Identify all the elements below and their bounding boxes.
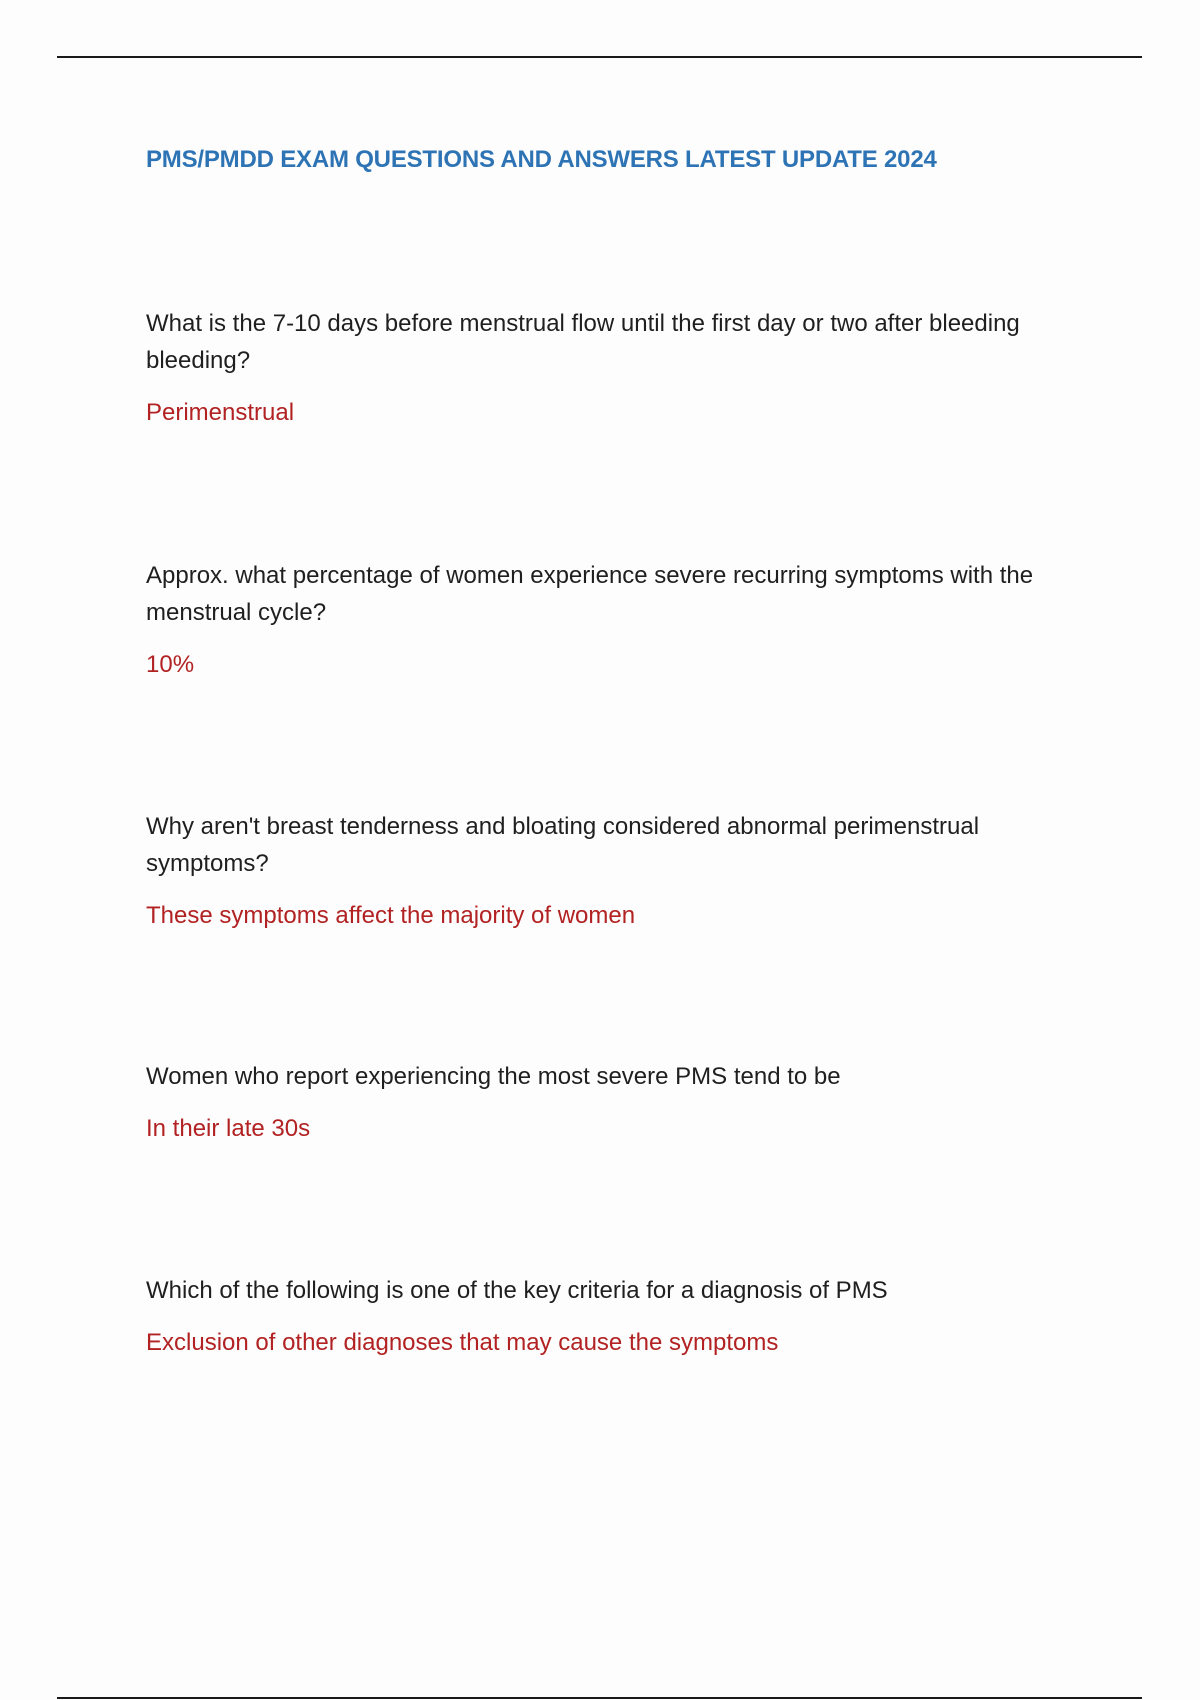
- question-text: What is the 7-10 days before menstrual flow until the first day or two after bleeding bleeding?: [146, 310, 1020, 374]
- qa-item-2: [146, 557, 1086, 683]
- qa-item-4: [146, 1058, 1086, 1147]
- qa-item-5: [146, 1272, 1086, 1361]
- answer-text: In their late 30s: [146, 1115, 311, 1142]
- qa-item-3: [146, 808, 1086, 934]
- question-text: Approx. what percentage of women experience severe recurring symptoms with the menstrual cycle?: [146, 562, 1034, 626]
- answer-text: Perimenstrual: [146, 399, 295, 426]
- document-title: PMS/PMDD EXAM QUESTIONS AND ANSWERS LATEST UPDATE 2024: [146, 146, 937, 173]
- question-text: Which of the following is one of the key criteria for a diagnosis of PMS: [146, 1277, 888, 1304]
- question-text: Why aren't breast tenderness and bloating considered abnormal perimenstrual symptoms?: [146, 813, 980, 877]
- question-text: Women who report experiencing the most severe PMS tend to be: [146, 1063, 841, 1090]
- header-rule: [57, 56, 1142, 58]
- answer-text: Exclusion of other diagnoses that may cause the symptoms: [146, 1329, 779, 1356]
- footer-rule: [57, 1697, 1142, 1699]
- answer-text: These symptoms affect the majority of women: [146, 902, 636, 929]
- qa-item-1: [146, 305, 1086, 431]
- answer-text: 10%: [146, 651, 195, 678]
